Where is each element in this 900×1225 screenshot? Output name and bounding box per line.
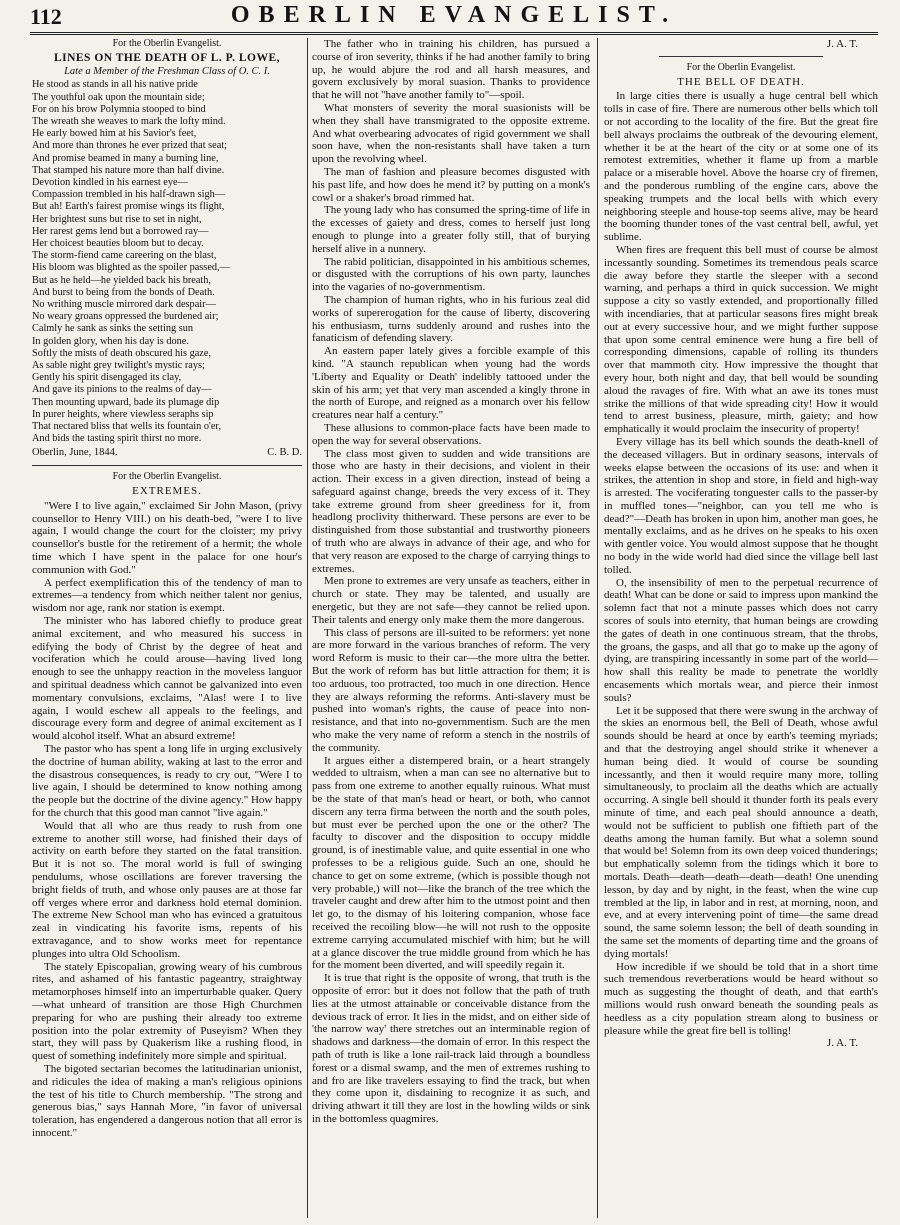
poem-line: That nectared bliss that wells its fountain o'er, — [32, 421, 222, 433]
poem-line: And more than thrones he ever prized that seat; — [32, 140, 227, 152]
paragraph: The young lady who has consumed the spring-time of life in the excesses of gaiety and dress, comes to herself just long enough to plunge into a greater folly still, that of burying herself alive in a nunnery. — [312, 204, 590, 255]
poem-line: Softly the mists of death obscured his gaze, — [32, 347, 212, 359]
paragraph: "Were I to live again," exclaimed Sir John Mason, (privy counsellor to Henry VIII.) on his death-bed, "were I to live again, I would change the court for the cloister; my privy counsellor's bustle for the retirement of a hermit; the whole time which I have spent in the palace for one hour's communion with God." — [32, 499, 302, 576]
paragraph: Would that all who are thus ready to rush from one extreme to another still worse, had finished their days of activity on earth before they started on the fatal transition. But it is not so. The moral world is full of swinging pendulums, whose oscillations are forever traversing the bright fields of truth, and whose only pauses are at those far off verges where error and darkness hold eternal dominion. The extreme New School man who has evinced a gratuitous zeal in vindicating his favorite isms, repents of his extravagance, and to show works meet for repentance plunges into ultra Old Schoolism. — [32, 819, 302, 960]
paragraph: The pastor who has spent a long life in urging exclusively the doctrine of human ability, waking at last to the error and the disastrous consequences, is ready to cry out, "Were I to live again, I should be determined to know nothing among the people but the doctrine of the divine agency." How happy for the church that this good man cannot "live again." — [32, 743, 302, 819]
extremes-body-part-2 — [312, 38, 590, 1126]
poem-line: Her rarest gems lend but a borrowed ray— — [32, 225, 209, 237]
column-divider — [307, 38, 308, 1218]
paragraph: Let it be supposed that there were swung in the archway of the skies an enormous bell, the Bell of Death, whose awful sounds should be heard at once by earth's teeming myriads; and that the destroying angel should strike it whenever a human being died. It would of course be sounding incessantly, and then it would require many more, tolling simultaneously, to proclaim all the deaths which are actually occurring. A single bell should it thunder forth its peals every minute of time, and each peal should announce a death, would not be sufficient to publish one fiftieth part of the deaths among the human family. But what a solemn sound that would be! Solemn from its own deep voiced thunderings; but emphatically solemn from the tidings which it bore to mortals. Death—death—death—death—death! One unending lesson, by day and by night, in the feast, when the wine cup trembled at the lip, in labor and in rest, at morning, noon, and eve, and at every intervening point of time—the same dread sound, the same solemn lesson; the bell of death sounding in the same set the moments of departing time and the groans of dying mortals! — [604, 704, 878, 960]
paragraph: How incredible if we should be told that in a short time such tremendous reverberations would be heard without so much as suggesting the thought of death, and that earth's millions would rush onward beneath the sounding peals as heedless as a city population stream along to business or pleasure while the great fire bell is tolling! — [604, 960, 878, 1037]
poem-line: In golden glory, when his day is done. — [32, 335, 189, 347]
poem-line: Devotion kindled in his earnest eye— — [32, 177, 188, 189]
poem-line: He early bowed him at his Savior's feet, — [32, 128, 197, 140]
newspaper-title: OBERLIN EVANGELIST. — [230, 2, 678, 28]
poem-line: Calmly he sank as sinks the setting sun — [32, 323, 194, 335]
poem-title: LINES ON THE DEATH OF L. P. LOWE, — [53, 51, 281, 64]
paragraph: It argues either a distempered brain, or a heart strangely wedded to ultraism, when a man can see no alternative but to pass from one extreme to another equally ruinous. What must be the state of that man's head or heart, or both, who cannot discern any terra firma between the north and the south poles, but must ever be perched upon the one or the other? The faculty to discover and the disposition to occupy middle ground, is of inestimable value, and quite essential in one who professes to be a religious guide. Such an one, should he chance to get on some extreme, (which is possible though not very probable,) will not—like the branch of the tree which the traveler caught and drew after him to the utmost point and then let go, to the dismay of his loitering companion, whose face received the recoiling blow—he will not rush to the opposite extreme carrying accumulated mischief with him; but he will at a glance discover the true middle ground from which he has for the moment been diverted, and will speedily regain it. — [312, 754, 590, 972]
poem-line: And promise beamed in many a burning line, — [32, 152, 219, 164]
paragraph: The minister who has labored chiefly to produce great animal excitement, and who measured his success in edifying the body of Christ by the degree of heat and vociferation which he could arouse—having lived long enough to see the unhappy reaction in the moveless languor and spiritual deadness which cannot be galvanized into even momentary convulsions, exclaims, "Alas! were I to live again, I would eschew all appeals to the feelings, and discourage every form and degree of animal excitement as I would alcohol itself. What an absurd extreme! — [32, 615, 302, 743]
poem-initials: C. B. D. — [267, 447, 302, 459]
poem-line: No weary groans oppressed the burdened air; — [32, 311, 219, 323]
poem-signature — [32, 447, 302, 460]
paragraph: A perfect exemplification this of the tendency of man to extremes—a tendency from which neither talent nor genius, wisdom nor age, rank nor station is exempt. — [32, 576, 302, 615]
poem-line: As sable night grey twilight's mystic rays; — [32, 360, 205, 372]
poem-line: The wreath she weaves to mark the lofty mind. — [32, 116, 226, 127]
poem-line: Her choicest beauties bloom but to decay. — [32, 238, 204, 250]
poem-line: But as he held—he yielded back his breath, — [32, 274, 211, 286]
paragraph: This class of persons are ill-suited to be reformers: yet none are more forward in the various branches of reform. The very word Reform is music to their car—the more ultra the better. But the work of reform has but little attraction for them; it is too arduous, too protracted, too much in one direction. Hence they are always reforming the reforms. Anti-slavery must be pushed into woman's rights, the cause of peace into non-resistance, and that into no-governmentism. Such are the men who make the very name of reform a stench in the nostrils of the community. — [312, 626, 590, 754]
poem-line: Gently his spirit disengaged its clay, — [32, 372, 182, 384]
paragraph: It is true that right is the opposite of wrong, that truth is the opposite of error: but it does not follow that the path of truth lies at the utmost attainable or conceivable distance from the devious track of error. It lies in the midst, and on either side of 'the narrow way' there stretches out an interminable region of shadows and darkness—the domain of error. In this respect the path of truth is like a lone rail-track laid through a boundless forest or a dismal swamp, and the men of extremes rushing to and fro are like travelers essaying to find the track, but when they come upon it, disdaining to recognize it as such, and driving athwart it till they are lost in the howling wilds or sink in the bottomless quagmires. — [312, 972, 590, 1125]
poem-line: Then mounting upward, bade its plumage dip — [32, 396, 220, 408]
poem-line: The storm-fiend came careering on the blast, — [32, 250, 217, 262]
paragraph: Every village has its bell which sounds the death-knell of the deceased villagers. But in ordinary seasons, intervals of weeks elapse between the occasions of its use: and when it strikes, the attention in shop and store, in field and high-way is arrested. The vociferating tonguester calls to the passer-by in muffled tones—"neighbor, can you tell me who is dead?"—Death has broken in upon him, another man goes, he mentally exclaims, and as he drives on he speaks to his oxen with gentler voice. You would almost suppose that he thought no body in the wide world had died since the village bell last tolled. — [604, 435, 878, 576]
paragraph: What monsters of severity the moral suasionists will be when they shall have transmigrated to the opposite extreme. And what overbearing advocates of rigid government we shall soon have, when the non-resistants shall have taken a turn upon the revolving wheel. — [312, 101, 590, 166]
poem-line: For on his brow Polymnia stooped to bind — [32, 103, 206, 115]
poem-line: And gave its pinions to the realms of day— — [32, 384, 212, 396]
paragraph: The father who in training his children, has pursued a course of iron severity, thinks if he had another family to bring up, he would abjure the rod and all harsh measures, and govern exclusively by moral suasion. Thanks to providence that he will not "have another family to"—spoil. — [312, 38, 590, 102]
paragraph: In large cities there is usually a huge central bell which tolls in case of fire. There are numerous other bells which toll or not according to the locality of the fire. But the great fire bell always proclaims the outbreak of the devouring element, whether it be at the heart of the city or at some one of its remotest extremities, whether it flame up from a marble palace or a miserable hovel. Above the hoarse cry of firemen, and the ponderous rumbling of the engine cars, above the speaking trumpets and the local bells with which every neighboring steeple and house-top seems alive, may be heard the booming thunder tones of the vast central bell, awful, yet sublime. — [604, 90, 878, 244]
paragraph: Men prone to extremes are very unsafe as teachers, either in church or state. They may be talented, and usually are energetic, but they are not safe—they cannot be relied upon. Their talents and energy only make them the more dangerous. — [312, 575, 590, 626]
paragraph: These allusions to common-place facts have been made to open the way for several observations. — [312, 421, 590, 447]
bell-signature: J. A. T. — [826, 1037, 858, 1050]
paragraph: The man of fashion and pleasure becomes disgusted with his past life, and how does he mend it? by putting on a monk's cowl or a shaker's broad rimmed hat. — [312, 165, 590, 204]
extremes-body-part-1 — [32, 500, 302, 1140]
column-3 — [604, 38, 878, 1218]
paragraph: The class most given to sudden and wide transitions are those who are hasty in their decisions, and violent in their action. Their excess in a given direction, instead of being a safeguard against change, breeds the very excess of it. They take extreme ground from sheer greediness for it, from headlong proclivity thitherward. These persons are ever to be distinguished from those substantial and trustworthy pioneers of truth who are always in advance of their age, and who for that very reason are exposed to the charge of carrying things to extremes. — [312, 447, 590, 575]
poem-credit: For the Oberlin Evangelist. — [112, 38, 222, 49]
poem-place-date: Oberlin, June, 1844. — [32, 447, 118, 459]
poem-line: Compassion trembled in his half-drawn sigh— — [32, 189, 226, 201]
poem-line: That stamped his nature more than half divine. — [32, 164, 225, 176]
bell-credit: For the Oberlin Evangelist. — [686, 61, 796, 73]
poem-body — [32, 79, 302, 445]
extremes-credit: For the Oberlin Evangelist. — [112, 471, 222, 483]
poem-subtitle: Late a Member of the Freshman Class of O. C. I. — [64, 65, 270, 77]
extremes-signature: J. A. T. — [826, 38, 858, 50]
section-divider — [659, 56, 823, 57]
paragraph: The champion of human rights, who in his furious zeal did works of supererogation for the cause of liberty, discovering his enthusiasm, turns suddenly around and rushes into the fanaticism of defending slavery. — [312, 293, 590, 345]
paragraph: The rabid politician, disappointed in his ambitious schemes, or disgusted with the corruptions of his own party, launches into the vagaries of no-governmentism. — [312, 255, 590, 294]
poem-line: And bids the tasting spirit thirst no more. — [32, 433, 202, 445]
poem-line: No writhing muscle mirrored dark despair— — [32, 299, 216, 311]
page-number: 112 — [30, 4, 62, 29]
poem-line: The youthful oak upon the mountain side; — [32, 91, 205, 103]
paragraph: An eastern paper lately gives a forcible example of this kind. "A staunch republican when young had the words 'Liberty and Equality or Death' indelibly tattooed under the skin of his arm; yet that very man ascended a kingly throne in the north of Europe, and reigned as a monarch over his fellow creatures near half a century." — [312, 345, 590, 422]
paragraph: When fires are frequent this bell must of course be almost incessantly sounding. Sometimes its tremendous peals scarce die away before they startle the sleeper with a second warning, and perhaps a third in quick succession. We might suppose a city so vastly extended, and proportionally filled with incendiaries, that at particular seasons fires might break out at every successive hour, and we might further suppose that upon some central eminence were hung a fire bell of corresponding dimensions, capable of rolling its thunders over that mammoth city. How impressive the thought that every hour, both night and day, that bell would be sounding aloud the ravages of fire. With what an awe its tones must strike the millions of that wide spreading city! How it would tend to arrest business, pleasure, mirth, gaiety; and how emphatically it would proclaim the insecurity of property! — [604, 243, 878, 436]
masthead — [30, 2, 878, 32]
section-divider — [32, 465, 302, 466]
poem-line: But ah! Earth's fairest promise wings its flight, — [32, 201, 225, 213]
extremes-heading: EXTREMES. — [132, 485, 202, 498]
bell-body — [604, 90, 878, 1037]
column-2 — [312, 38, 590, 1218]
poem-line: Her brightest suns but rise to set in night, — [32, 213, 202, 225]
poem-line: In purer heights, where viewless seraphs sip — [32, 408, 214, 420]
masthead-rule — [30, 32, 878, 35]
paragraph: The stately Episcopalian, growing weary of his cumbrous rites, and ashamed of his fantastic pageantry, straightway metamorphoses himself into an imperturbable quaker. Query—what unheard of transition are those High Churchmen preparing for who are pushing their already too extreme position into the polar extremity of Puseyism? When they start, they will pass by Quakerism like a rushing flood, in quest of something indefinitely more simple and spiritual. — [32, 960, 302, 1063]
column-divider — [597, 38, 598, 1218]
paragraph: O, the insensibility of men to the perpetual recurrence of death! What can be done or said to impress upon mankind the solemn fact that not a minute passes which does not carry scores of souls into eternity, that human beings are crowding the gates of death in one continuous stream, that the throbs, the groans, the gasps, and all that go to make up the agony of dying, are transpiring incessantly in some part of the world—how shall this reality be made to penetrate the worldly encasements which mortals wear, and pierce their inmost souls? — [604, 576, 878, 704]
poem-line: And burst to being from the bonds of Death. — [32, 286, 215, 298]
poem-line: His bloom was blighted as the spoiler passed,— — [32, 262, 230, 274]
column-1 — [32, 38, 302, 1218]
bell-heading: THE BELL OF DEATH. — [677, 75, 805, 88]
paragraph: The bigoted sectarian becomes the latitudinarian unionist, and ridicules the idea of making a man's religious opinions the test of his title to Church membership. "The strong and generous bias," says Hannah More, "in favor of universal toleration, has engendered a dangerous notion that all error is innocent." — [32, 1062, 302, 1139]
poem-line: He stood as stands in all his native pride — [32, 79, 198, 91]
